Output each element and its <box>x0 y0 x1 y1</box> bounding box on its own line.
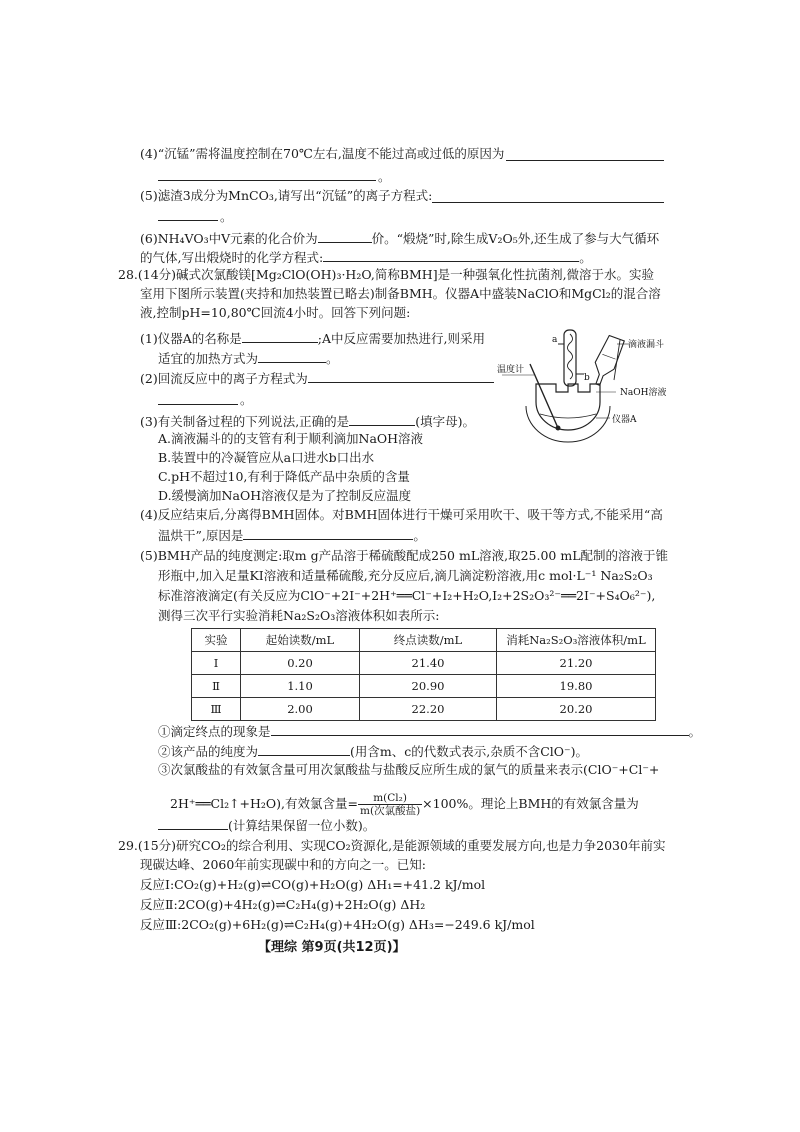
option-c: C.pH不超过10,有利于降低产品中杂质的含量 <box>158 469 410 484</box>
q28-1-heating-blank[interactable] <box>258 349 326 363</box>
q28-2-answer-blank-2[interactable] <box>158 404 238 405</box>
label-dropping-funnel: 滴液漏斗 <box>628 340 665 350</box>
heating-bath <box>526 406 610 442</box>
table-cell: 19.80 <box>497 675 656 698</box>
table-cell: Ⅰ <box>192 652 241 675</box>
table-cell: Ⅱ <box>192 675 241 698</box>
q29-stem-1: 29.(15分)研究CO₂的综合利用、实现CO₂资源化,是能源领域的重要发展方向,也是力争2030年前实 <box>118 838 666 853</box>
table-cell: 22.20 <box>360 698 497 721</box>
table-row <box>192 698 656 721</box>
table-header: 终点读数/mL <box>360 629 497 652</box>
titration-table <box>191 628 656 721</box>
c3-result-blank[interactable] <box>158 816 228 830</box>
c1-blank[interactable] <box>271 722 689 736</box>
c3-line-1: ③次氯酸盐的有效氯含量可用次氯酸盐与盐酸反应所生成的氯气的质量来表示(ClO⁻+Cl⁻+ <box>158 762 660 777</box>
q28-1-line-1: (1)仪器A的名称是 ;A中反应需要加热进行,则采用 <box>140 331 485 346</box>
q6-valence-blank[interactable] <box>318 229 372 243</box>
option-a: A.滴液漏斗的的支管有利于顺利滴加NaOH溶液 <box>158 431 424 446</box>
q28-stem-2: 室用下图所示装置(夹持和加热装置已略去)制备BMH。仪器A中盛装NaClO和MgCl₂的混合溶 <box>140 286 661 301</box>
q29-stem-2: 现碳达峰、2060年前实现碳中和的方向之一。已知: <box>140 857 427 872</box>
q4-text: (4)“沉锰”需将温度控制在70℃左右,温度不能过高或过低的原因为 <box>140 146 505 161</box>
condenser <box>564 330 576 386</box>
q6-equation-blank[interactable] <box>323 248 579 262</box>
q28-4-reason-blank[interactable] <box>243 526 413 540</box>
label-port-b: b <box>584 373 590 383</box>
q28-5-line-1: (5)BMH产品的纯度测定:取m g产品溶于稀硫酸配成250 mL溶液,取25.00 mL配制的溶液于锥 <box>140 548 669 563</box>
q28-5-line-2: 形瓶中,加入足量KI溶液和适量稀硫酸,充分反应后,滴几滴淀粉溶液,用c mol·L⁻¹ Na₂S₂O₃ <box>158 568 653 583</box>
c3-line-2: 2H⁺══Cl₂↑+H₂O),有效氯含量= $\frac{\text{m(Cl₂)}}{\text{m(次氯酸盐)}}$ ×100%。理论上BMH的有效氯含量为 <box>170 792 639 817</box>
q5-answer-blank-2[interactable] <box>158 220 218 221</box>
q28-4-line-2: 温烘干”,原因是 。 <box>158 528 426 543</box>
q5-period: 。 <box>220 209 233 224</box>
page-footer: 【理综 第9页(共12页)】 <box>258 940 406 955</box>
q28-2-line: (2)回流反应中的离子方程式为 <box>140 369 494 387</box>
label-thermometer: 温度计 <box>497 365 525 375</box>
table-header: 实验 <box>192 629 241 652</box>
q4-period: 。 <box>378 169 391 184</box>
effective-chlorine-fraction: $\frac{\text{m(Cl₂)}}{\text{m(次氯酸盐)}}$ <box>360 792 421 817</box>
q28-2-equation-blank[interactable] <box>308 369 494 383</box>
q28-stem-3: 液,控制pH=10,80℃回流4小时。回答下列问题: <box>140 305 411 320</box>
c2-purity-blank[interactable] <box>258 742 350 756</box>
table-header: 起始读数/mL <box>241 629 360 652</box>
q28-stem-1: 28.(14分)碱式次氯酸镁[Mg₂ClO(OH)₃·H₂O,简称BMH]是一种强氧化性抗菌剂,微溶于水。实验 <box>118 267 655 282</box>
flask-liquid <box>540 414 596 418</box>
q28-5-line-4: 测得三次平行实验消耗Na₂S₂O₃溶液体积如表所示: <box>158 608 440 623</box>
c3-line-3: (计算结果保留一位小数)。 <box>158 816 375 834</box>
table-row <box>192 652 656 675</box>
table-cell: 0.20 <box>241 652 360 675</box>
q28-3-line: (3)有关制备过程的下列说法,正确的是 (填字母)。 <box>140 414 475 429</box>
label-port-a: a <box>552 335 558 345</box>
q6-line-2: 的气体,写出煅烧时的化学方程式: 。 <box>140 250 592 265</box>
q4-answer-blank[interactable] <box>506 160 664 161</box>
q5-answer-blank[interactable] <box>432 202 664 203</box>
table-cell: Ⅲ <box>192 698 241 721</box>
q6-line-1: (6)NH₄VO₃中V元素的化合价为 价。“煅烧”时,除生成V₂O₅外,还生成了参与大气循环 <box>140 231 660 246</box>
flask-body <box>536 384 600 430</box>
label-naoh: NaOH溶液 <box>620 388 666 398</box>
c2-line: ②该产品的纯度为 (用含m、c的代数式表示,杂质不含ClO⁻)。 <box>158 744 589 759</box>
q5-text: (5)滤渣3成分为MnCO₃,请写出“沉锰”的离子方程式: <box>140 188 433 203</box>
table-cell: 20.20 <box>497 698 656 721</box>
q28-1-name-blank[interactable] <box>242 329 318 343</box>
table-cell: 21.40 <box>360 652 497 675</box>
table-header-row <box>192 629 656 652</box>
q28-5-line-3: 标准溶液滴定(有关反应为ClO⁻+2I⁻+2H⁺══Cl⁻+I₂+H₂O,I₂+2S₂O₃²⁻══2I⁻+S₄O₆²⁻), <box>158 588 656 603</box>
apparatus-figure <box>496 322 666 448</box>
option-d: D.缓慢滴加NaOH溶液仅是为了控制反应温度 <box>158 488 412 503</box>
label-flask-a: 仪器A <box>612 415 637 425</box>
table-cell: 20.90 <box>360 675 497 698</box>
thermometer <box>530 364 558 428</box>
q28-4-line-1: (4)反应结束后,分离得BMH固体。对BMH固体进行干燥可采用吹干、吸干等方式,不能采用“高 <box>140 507 663 522</box>
q28-2-period: 。 <box>240 392 253 407</box>
table-cell: 2.00 <box>241 698 360 721</box>
reaction-2: 反应Ⅱ:2CO(g)+4H₂(g)⇌C₂H₄(g)+2H₂O(g) ΔH₂ <box>140 897 426 912</box>
q28-3-choice-blank[interactable] <box>349 412 415 426</box>
q28-1-line-2: 适宜的加热方式为 。 <box>158 351 339 366</box>
table-header: 消耗Na₂S₂O₃溶液体积/mL <box>497 629 656 652</box>
c1-line: ①滴定终点的现象是 。 <box>158 724 702 739</box>
table-cell: 21.20 <box>497 652 656 675</box>
table-cell: 1.10 <box>241 675 360 698</box>
option-b: B.装置中的冷凝管应从a口进水b口出水 <box>158 450 375 465</box>
q4-answer-blank-2[interactable] <box>158 180 376 181</box>
reaction-3: 反应Ⅲ:2CO₂(g)+6H₂(g)⇌C₂H₄(g)+4H₂O(g) ΔH₃=−249.6 kJ/mol <box>140 917 535 932</box>
reaction-1: 反应Ⅰ:CO₂(g)+H₂(g)⇌CO(g)+H₂O(g) ΔH₁=+41.2 kJ/mol <box>140 877 486 892</box>
table-row <box>192 675 656 698</box>
dropping-funnel <box>588 334 624 388</box>
